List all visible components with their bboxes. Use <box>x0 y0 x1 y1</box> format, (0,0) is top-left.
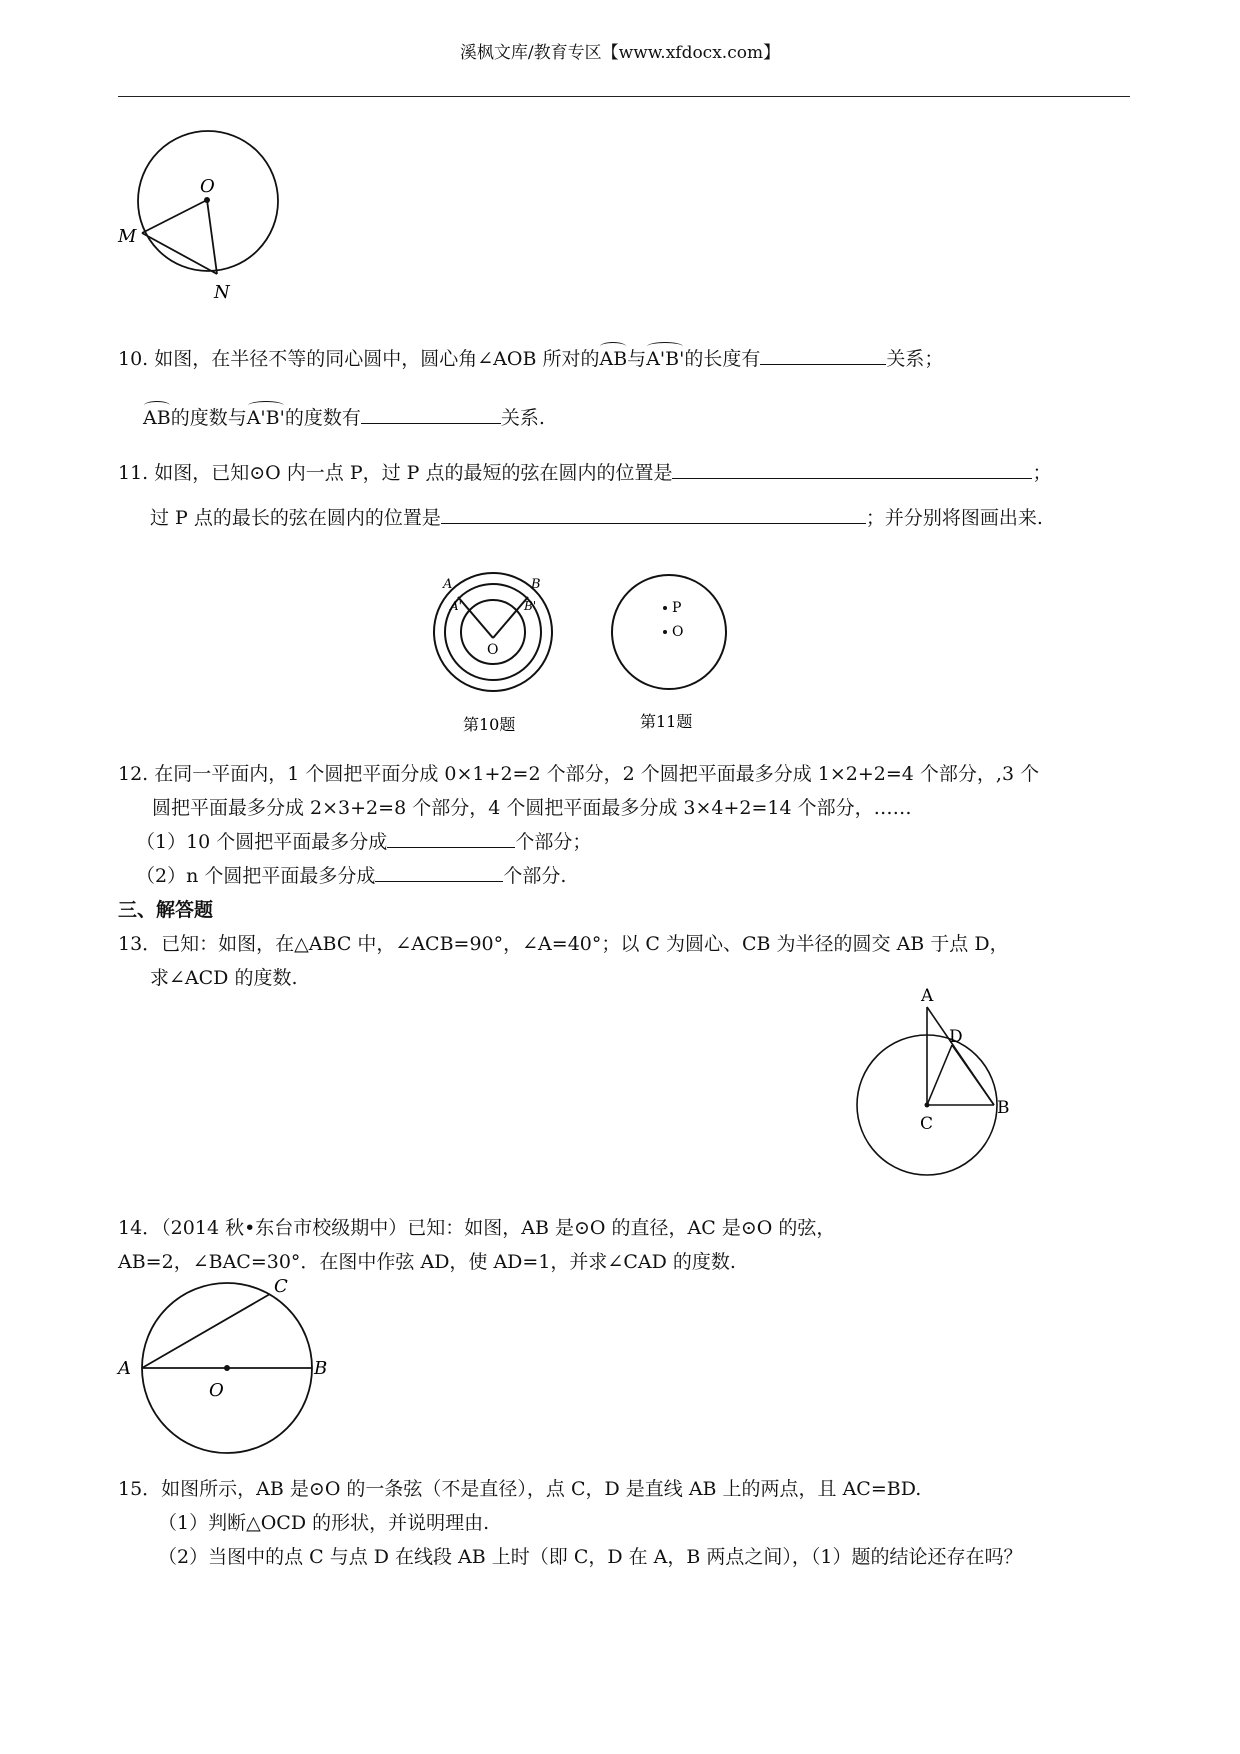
label-d: D <box>949 1027 963 1047</box>
question-10-line2 <box>143 405 545 431</box>
label-n: N <box>214 282 230 303</box>
page-header: 溪枫文库/教育专区【www.xfdocx.com】 <box>459 43 781 63</box>
q10-suffix2: 关系. <box>500 407 545 429</box>
segment-cd <box>927 1045 952 1105</box>
center-point-o <box>224 1365 230 1371</box>
label-m: M <box>118 226 137 247</box>
q10-dushu-you: 的度数有 <box>284 407 361 429</box>
question-15-line2: （1）判断△OCD 的形状，并说明理由. <box>158 1512 490 1534</box>
label-a-prime: A' <box>450 599 462 613</box>
q12-sub2-suffix: 个部分. <box>503 865 567 887</box>
question-15-line3: （2）当图中的点 C 与点 D 在线段 AB 上时（即 C，D 在 A，B 两点之间），（1）题的结论还存在吗？ <box>158 1546 1023 1568</box>
q10-prefix: 10. 如图，在半径不等的同心圆中，圆心角∠AOB 所对的 <box>118 348 600 370</box>
label-o: O <box>200 176 215 197</box>
section-3-title: 三、解答题 <box>118 899 214 921</box>
question-12-line2: 圆把平面最多分成 2×3+2=8 个部分，4 个圆把平面最多分成 3×4+2=14 个部分，…… <box>152 797 912 819</box>
caption-10: 第10题 <box>463 715 516 734</box>
question-13-line1: 13．已知：如图，在△ABC 中，∠ACB=90°，∠A=40°；以 C 为圆心、CB 为半径的圆交 AB 于点 D， <box>118 933 1009 955</box>
question-10-line1 <box>118 346 943 372</box>
center-point-c <box>925 1103 930 1108</box>
question-12-sub1 <box>136 829 591 855</box>
question-15-line1: 15．如图所示，AB 是⊙O 的一条弦（不是直径），点 C，D 是直线 AB 上的两点，且 AC=BD. <box>118 1478 922 1500</box>
q12-blank-1[interactable] <box>387 829 515 848</box>
figure-13-triangle <box>850 985 1020 1185</box>
label-c: C <box>920 1114 934 1134</box>
q11-blank-2[interactable] <box>441 505 866 524</box>
center-point-o <box>204 197 210 203</box>
arc-ab-2: AB <box>143 407 171 429</box>
caption-11: 第11题 <box>640 712 693 731</box>
question-13-line2: 求∠ACD 的度数. <box>150 967 298 989</box>
label-p: P <box>672 600 682 616</box>
label-b-prime: B' <box>524 599 537 613</box>
label-b: B <box>531 577 541 592</box>
segment-on <box>207 200 217 274</box>
q10-blank-1[interactable] <box>760 346 886 365</box>
q11-blank-1[interactable] <box>672 460 1032 479</box>
point-o <box>663 630 667 634</box>
arc-ab-prime-2: A'B' <box>246 407 285 429</box>
question-11-line1 <box>118 460 1052 486</box>
segment-om <box>142 200 207 233</box>
arc-ab-prime: A'B' <box>646 348 685 370</box>
q10-suffix1: 关系； <box>886 348 944 370</box>
q12-sub1-suffix: 个部分； <box>515 831 592 853</box>
q12-blank-2[interactable] <box>375 863 503 882</box>
question-12-line1: 12. 在同一平面内，1 个圆把平面分成 0×1+2=2 个部分，2 个圆把平面最多分成 1×2+2=4 个部分，,3 个 <box>118 763 1040 785</box>
label-b: B <box>314 1358 328 1379</box>
radius-oa <box>458 597 493 638</box>
question-11-line2 <box>150 505 1043 531</box>
circle-11 <box>612 575 726 689</box>
radius-ob <box>493 597 528 638</box>
figure-14-circle <box>112 1272 332 1462</box>
label-a: A <box>443 577 453 592</box>
label-o: O <box>487 642 499 658</box>
label-a: A <box>921 986 934 1006</box>
figure-11-circle <box>600 568 750 738</box>
chord-ac <box>142 1294 270 1368</box>
segment-mn <box>142 233 217 274</box>
label-o: O <box>209 1380 224 1401</box>
q10-mid: 的长度有 <box>684 348 761 370</box>
q11-line1-suffix: ； <box>1032 462 1052 484</box>
point-p <box>663 606 667 610</box>
arc-ab: AB <box>599 348 628 370</box>
header-rule <box>118 96 1130 97</box>
label-b: B <box>997 1098 1010 1118</box>
figure-circle-omn <box>112 126 292 306</box>
q10-yu: 与 <box>627 348 647 370</box>
q10-de-dushu-yu: 的度数与 <box>170 407 247 429</box>
q12-sub2-prefix: （2）n 个圆把平面最多分成 <box>136 865 376 887</box>
q11-line2-suffix: ；并分别将图画出来. <box>865 507 1043 529</box>
figure-10-concentric <box>425 568 575 738</box>
question-12-sub2 <box>136 863 566 889</box>
label-a: A <box>118 1358 131 1379</box>
question-14-line1: 14．（2014 秋•东台市校级期中）已知：如图，AB 是⊙O 的直径，AC 是⊙O 的弦， <box>118 1217 836 1239</box>
q11-line1-prefix: 11. 如图，已知⊙O 内一点 P，过 P 点的最短的弦在圆内的位置是 <box>118 462 673 484</box>
q11-line2-prefix: 过 P 点的最长的弦在圆内的位置是 <box>150 507 441 529</box>
q10-blank-2[interactable] <box>361 405 501 424</box>
q12-sub1-prefix: （1）10 个圆把平面最多分成 <box>136 831 388 853</box>
question-14-line2: AB=2，∠BAC=30°．在图中作弦 AD，使 AD=1，并求∠CAD 的度数. <box>118 1251 736 1273</box>
segment-db <box>952 1045 994 1105</box>
label-o: O <box>672 624 684 640</box>
label-c: C <box>274 1276 288 1297</box>
